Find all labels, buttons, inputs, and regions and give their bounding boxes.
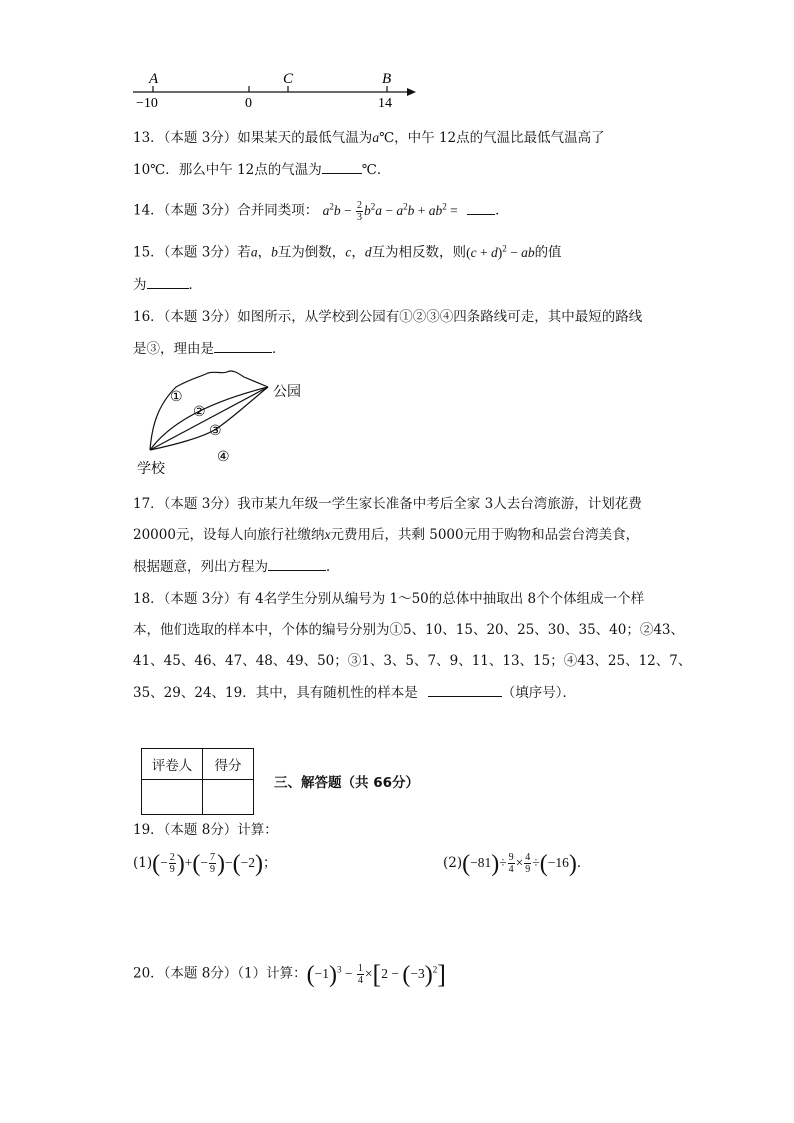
q15-var-c: c — [345, 244, 352, 260]
route-label-2: ② — [193, 404, 206, 420]
q16-answer-blank[interactable] — [214, 338, 272, 353]
tick-label-14: 14 — [378, 96, 392, 111]
park-label: 公园 — [273, 384, 301, 400]
q15-comma1: ， — [257, 244, 272, 261]
q18-text-b: （填序号）． — [501, 685, 576, 701]
q15-line1 — [133, 238, 562, 263]
q17-line2 — [133, 525, 639, 545]
q14-answer-blank[interactable] — [467, 200, 495, 215]
point-label-c: C — [283, 71, 294, 87]
q19-part1-end: ； — [263, 855, 277, 871]
q18-answer-blank[interactable] — [428, 682, 502, 697]
q13-text-a: 13．（本题 3分）如果某天的最低气温为 — [133, 130, 373, 146]
q15-expression: $(c + d)^2$ − ab — [466, 243, 535, 260]
q15-line2 — [133, 274, 202, 295]
q14-fraction: $\frac{2}{3}$ — [356, 199, 362, 223]
q14-prefix: 14．（本题 3分）合并同类项： — [133, 202, 319, 219]
score-header: 得分 — [203, 749, 254, 780]
point-label-a: A — [149, 71, 159, 87]
q16-text-b: ． — [272, 341, 286, 357]
q18-line2: 本，他们选取的样本中，个体的编号分别为①5、10、15、20、25、30、35、40；②43、 — [133, 622, 685, 638]
section-3-title: 三、解答题（共 66分） — [274, 775, 419, 791]
q17-text-b: 元费用后，共剩 5000元用于购物和品尝台湾美食， — [330, 527, 640, 543]
q16-text-a: 是③，理由是 — [133, 341, 214, 357]
q17-answer-blank[interactable] — [268, 556, 326, 571]
q15-text-for: 为 — [133, 277, 147, 293]
q20-expression: $(-1)^3$ − $\frac{1}{4}$ $\times[2 - (-3)^2]$ — [306, 959, 446, 989]
q17-line3 — [133, 556, 340, 577]
q15-answer-blank[interactable] — [147, 274, 189, 289]
q20-prefix: 20．（本题 8分）（1）计算： — [133, 965, 307, 982]
q19-part2-expression: (−81)÷ $\frac{9}{4}$ × $\frac{4}{9}$ ÷(−16) — [462, 850, 577, 877]
q13-line2 — [133, 159, 390, 180]
q15-var-d: d — [364, 244, 372, 260]
q15-end: ． — [188, 277, 202, 293]
q15-prefix: 15．（本题 3分）若 — [133, 244, 251, 261]
q14-tail: ． — [495, 202, 509, 219]
q19-part1-label: (1) — [133, 855, 153, 871]
q16-line2 — [133, 338, 286, 359]
q15-var-b: b — [271, 244, 278, 260]
q13-text-d: ℃． — [361, 162, 391, 178]
route-figure — [134, 365, 314, 477]
number-line-figure — [128, 66, 428, 112]
q13-answer-blank[interactable] — [322, 159, 362, 174]
q19-part1 — [133, 848, 277, 879]
q19-part1-expression: (− $\frac{2}{9}$ )+(− $\frac{7}{9}$ )−(−2) — [152, 850, 263, 877]
q17-text-a: 20000元，设每人向旅行社缴纳 — [133, 527, 325, 543]
q18-line4 — [133, 682, 576, 703]
q15-mid2: 互为相反数，则 — [371, 244, 467, 261]
q13-var-a: a — [372, 130, 380, 145]
q15-mid1: 互为倒数， — [277, 244, 346, 261]
tick-label-minus10: −10 — [136, 96, 158, 111]
q13-text-b: ℃，中午 12点的气温比最低气温高了 — [379, 130, 605, 146]
q14-line — [133, 196, 509, 223]
q18-line3: 41、45、46、47、48、49、50；③1、3、5、7、9、11、13、15；④43、25、12、7、 — [133, 653, 692, 669]
q15-comma2: ， — [351, 244, 365, 261]
tick-label-0: 0 — [245, 96, 252, 111]
school-label: 学校 — [137, 461, 165, 477]
point-label-b: B — [382, 71, 392, 87]
q17-var-x: x — [324, 527, 331, 542]
score-table — [141, 748, 254, 815]
q13-line1 — [133, 128, 605, 148]
q19-part2-label: (2) — [443, 855, 463, 871]
q16-line1: 16．（本题 3分）如图所示，从学校到公园有①②③④四条路线可走，其中最短的路线 — [133, 309, 643, 325]
grader-cell[interactable] — [142, 780, 203, 815]
q17-line1: 17．（本题 3分）我市某九年级一学生家长准备中考后全家 3人去台湾旅游，计划花费 — [133, 496, 642, 512]
arrow-right-icon — [407, 88, 416, 96]
route-label-4: ④ — [217, 449, 230, 465]
q20-line — [133, 954, 446, 989]
q19-part2 — [443, 848, 590, 879]
q15-suffix: 的值 — [534, 244, 562, 261]
route-label-3: ③ — [209, 423, 222, 439]
q13-text-c: 10℃．那么中午 12点的气温为 — [133, 162, 322, 178]
q19-prefix: 19．（本题 8分）计算： — [133, 822, 278, 838]
grader-header: 评卷人 — [142, 749, 203, 780]
score-cell[interactable] — [203, 780, 254, 815]
q14-expression: $a^2b$ − $\frac{2}{3}$ $b^2a - a^2b + ab^2$ = — [322, 199, 462, 223]
q19-part2-end: ． — [576, 855, 591, 871]
q15-var-a: a — [250, 244, 258, 260]
route-label-1: ① — [170, 389, 183, 405]
q18-text-a: 35、29、24、19．其中，具有随机性的样本是 — [133, 685, 418, 701]
q17-text-d: ． — [326, 559, 340, 575]
q18-line1: 18．（本题 3分）有 4名学生分别从编号为 1～50的总体中抽取出 8个个体组成一个样 — [133, 591, 645, 607]
q17-text-c: 根据题意，列出方程为 — [133, 559, 268, 575]
